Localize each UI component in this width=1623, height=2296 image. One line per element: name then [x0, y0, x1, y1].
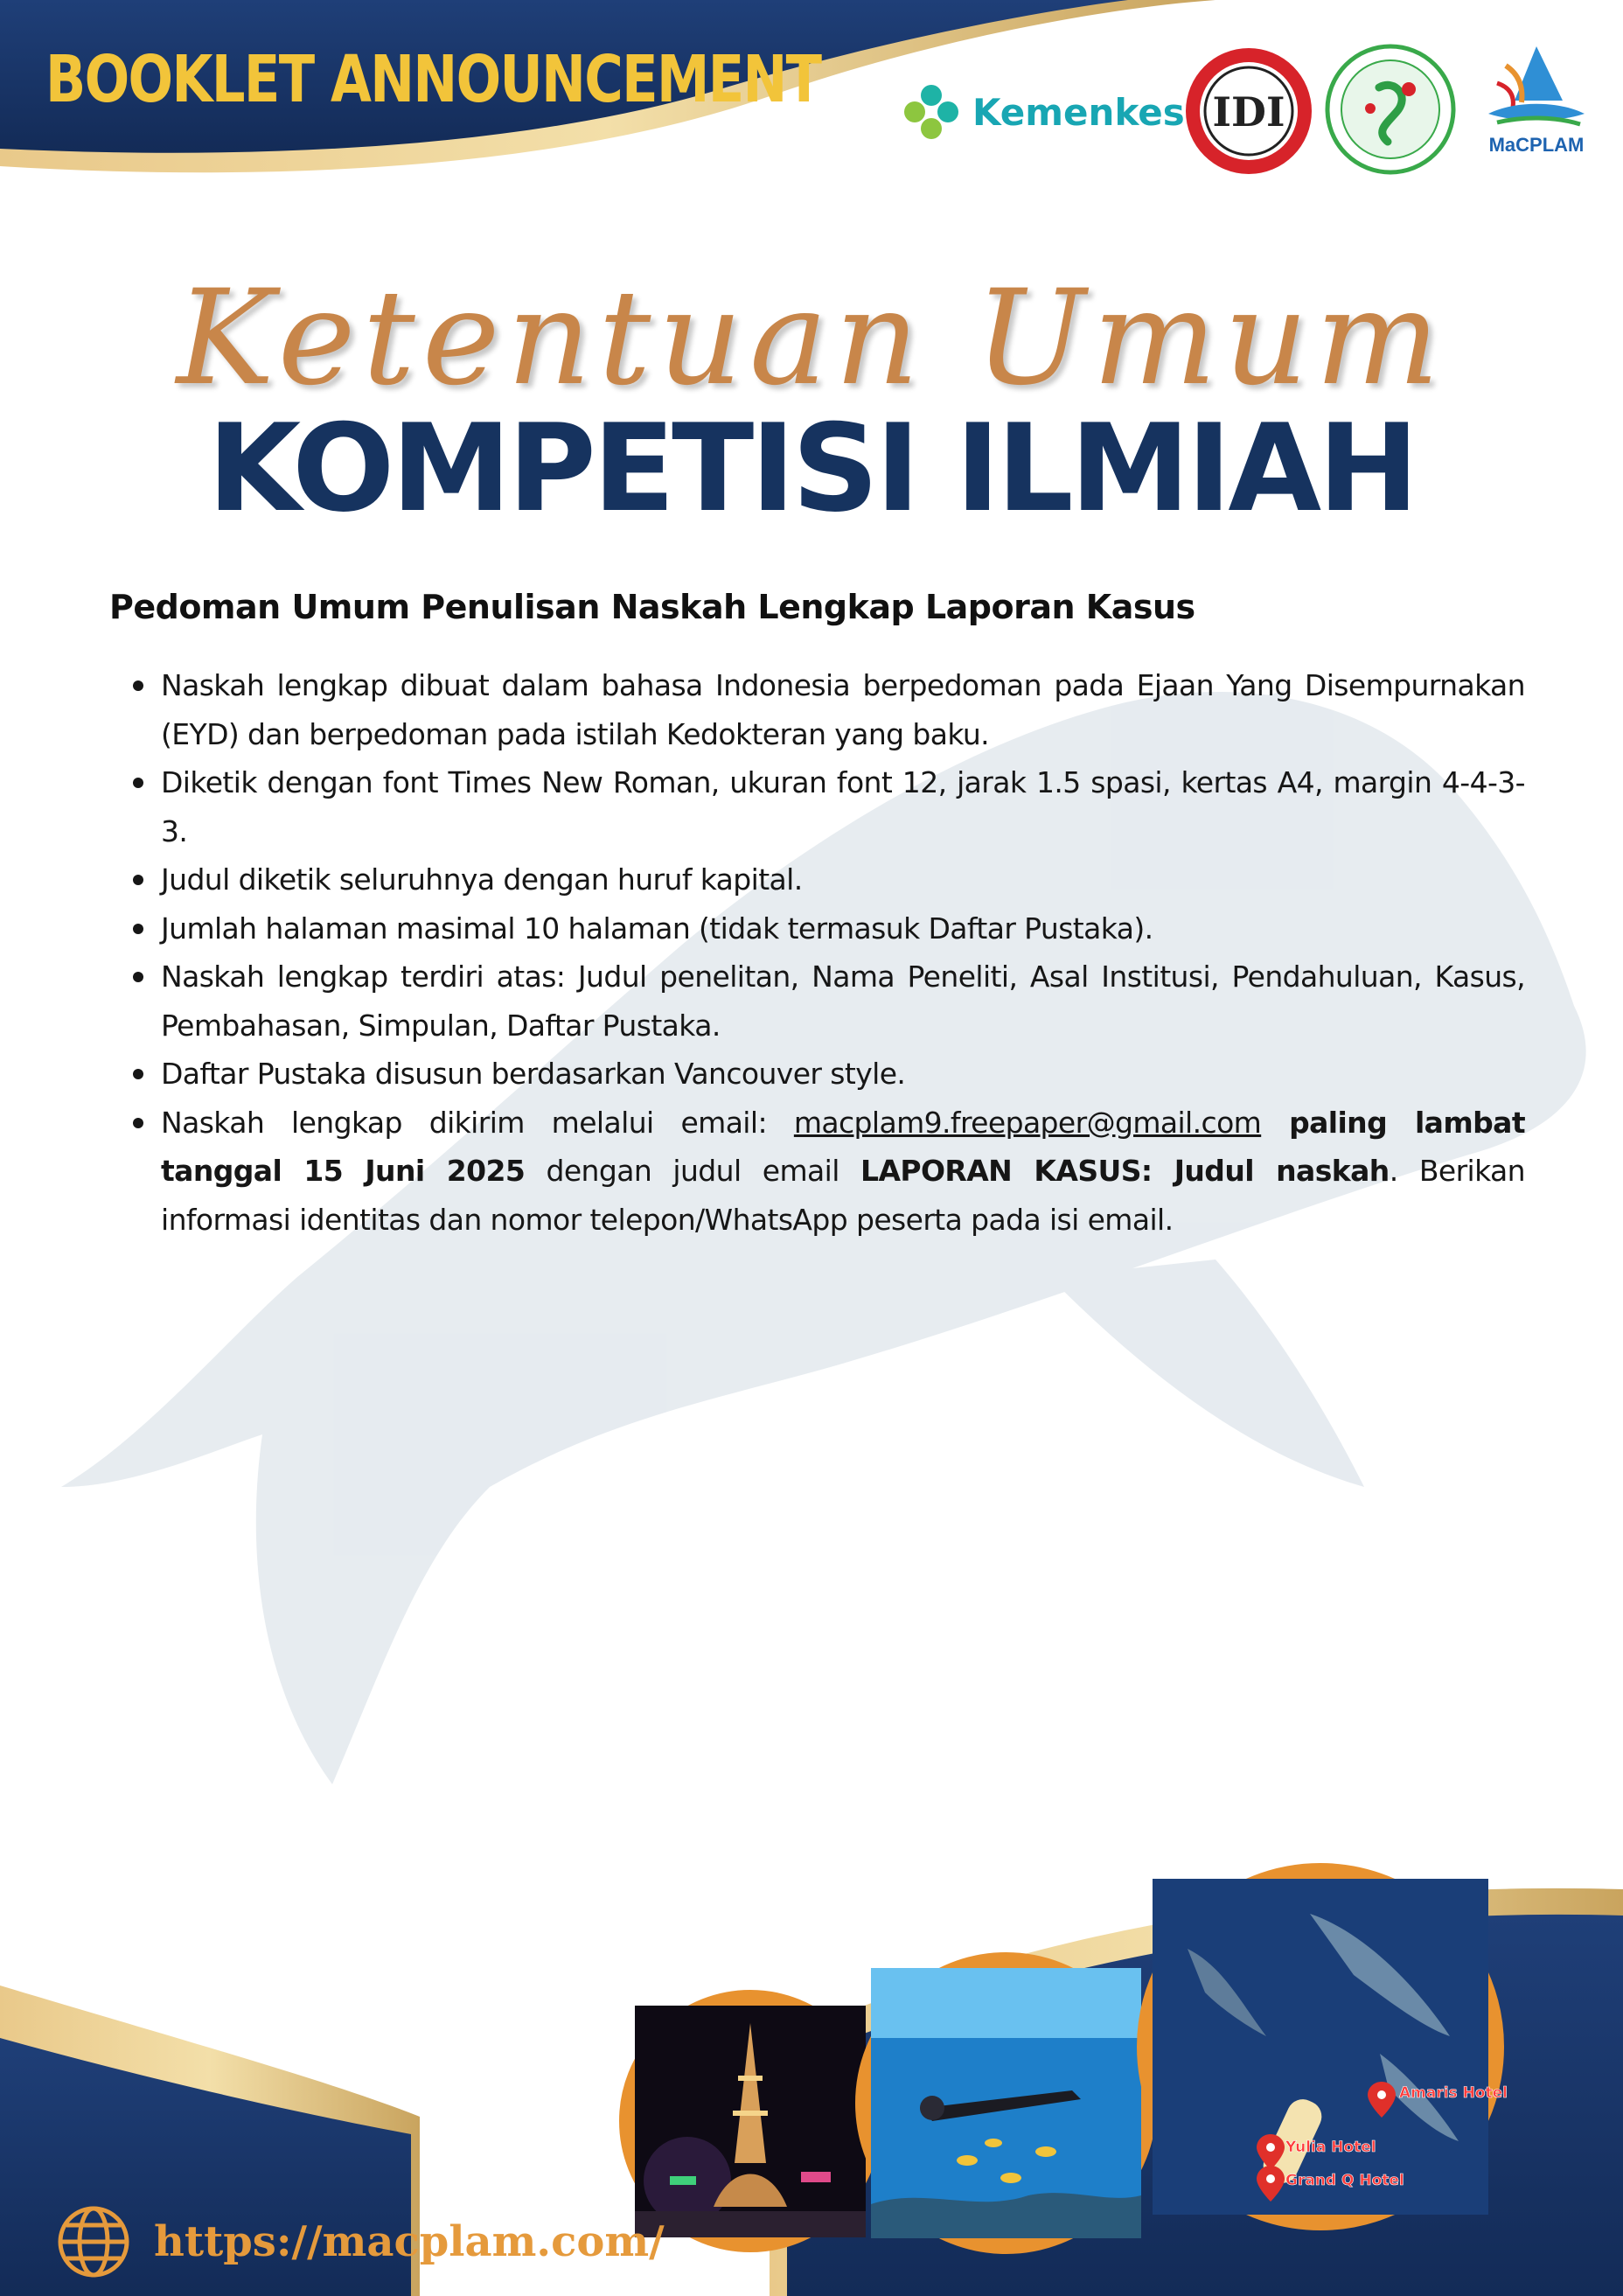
kemenkes-text: Kemenkes	[972, 90, 1185, 134]
idi-logo	[1183, 45, 1314, 177]
email-subject-text: LAPORAN KASUS: Judul naskah	[860, 1154, 1390, 1188]
header-title: BOOKLET ANNOUNCEMENT	[45, 42, 821, 117]
list-item-text: . Berikan informasi identitas dan nomor telepon/WhatsApp peserta pada isi email.	[161, 1154, 1525, 1237]
script-title: Ketentuan Umum	[176, 262, 1447, 415]
section-heading: Pedoman Umum Penulisan Naskah Lengkap Laporan Kasus	[109, 588, 1195, 626]
list-item: Naskah lengkap terdiri atas: Judul penelitan, Nama Peneliti, Asal Institusi, Pendahuluan, Kasus, Pembahasan, Simpulan, Daftar Pustaka.	[161, 953, 1525, 1050]
list-item: Naskah lengkap dibuat dalam bahasa Indonesia berpedoman pada Ejaan Yang Disempurnakan (EYD) dan berpedoman pada istilah Kedokteran yang baku.	[161, 661, 1525, 758]
main-title: KOMPETISI ILMIAH	[207, 398, 1416, 539]
snorkel-photo	[855, 1952, 1157, 2254]
macplam-logo	[1480, 39, 1593, 179]
email-link[interactable]: macplam9.freepaper@gmail.com	[793, 1105, 1262, 1140]
kemenkes-leaf-icon	[902, 83, 960, 141]
idi-logo-text: IDI	[1212, 88, 1285, 136]
pin-label-yulia: Yulia Hotel	[1285, 2139, 1376, 2156]
list-item-text: dengan judul email	[525, 1154, 861, 1188]
snorkel-image	[871, 1968, 1141, 2238]
kemenkes-logo	[902, 83, 1185, 141]
list-item-text: Naskah lengkap dikirim melalui email:	[161, 1105, 794, 1140]
list-item: Diketik dengan font Times New Roman, ukuran font 12, jarak 1.5 spasi, kertas A4, margin 4-4-3-3.	[161, 758, 1525, 855]
website-url[interactable]: https://macplam.com/	[154, 2217, 665, 2266]
globe-icon	[56, 2204, 131, 2279]
deadline-text: paling lambat tanggal 15 Juni 2025	[161, 1105, 1525, 1188]
list-item: Daftar Pustaka disusun berdasarkan Vancouver style.	[161, 1050, 1525, 1099]
whale-shark-photo	[1137, 1863, 1508, 2230]
sponsor-logos	[892, 39, 1600, 188]
pin-label-amaris: Amaris Hotel	[1399, 2084, 1508, 2102]
list-item: Jumlah halaman masimal 10 halaman (tidak termasuk Daftar Pustaka).	[161, 904, 1525, 953]
tower-image	[635, 2006, 866, 2237]
whale-shark-image	[1153, 1879, 1508, 2215]
pdspatklin-logo	[1325, 44, 1456, 175]
macplam-logo-text: MaCPLAM	[1488, 134, 1585, 156]
website-link-row[interactable]	[56, 2204, 665, 2279]
list-item: Judul diketik seluruhnya dengan huruf kapital.	[161, 855, 1525, 904]
list-item	[161, 1099, 1525, 1245]
guideline-list	[157, 661, 1525, 1244]
pin-label-grandq: Grand Q Hotel	[1285, 2172, 1404, 2189]
